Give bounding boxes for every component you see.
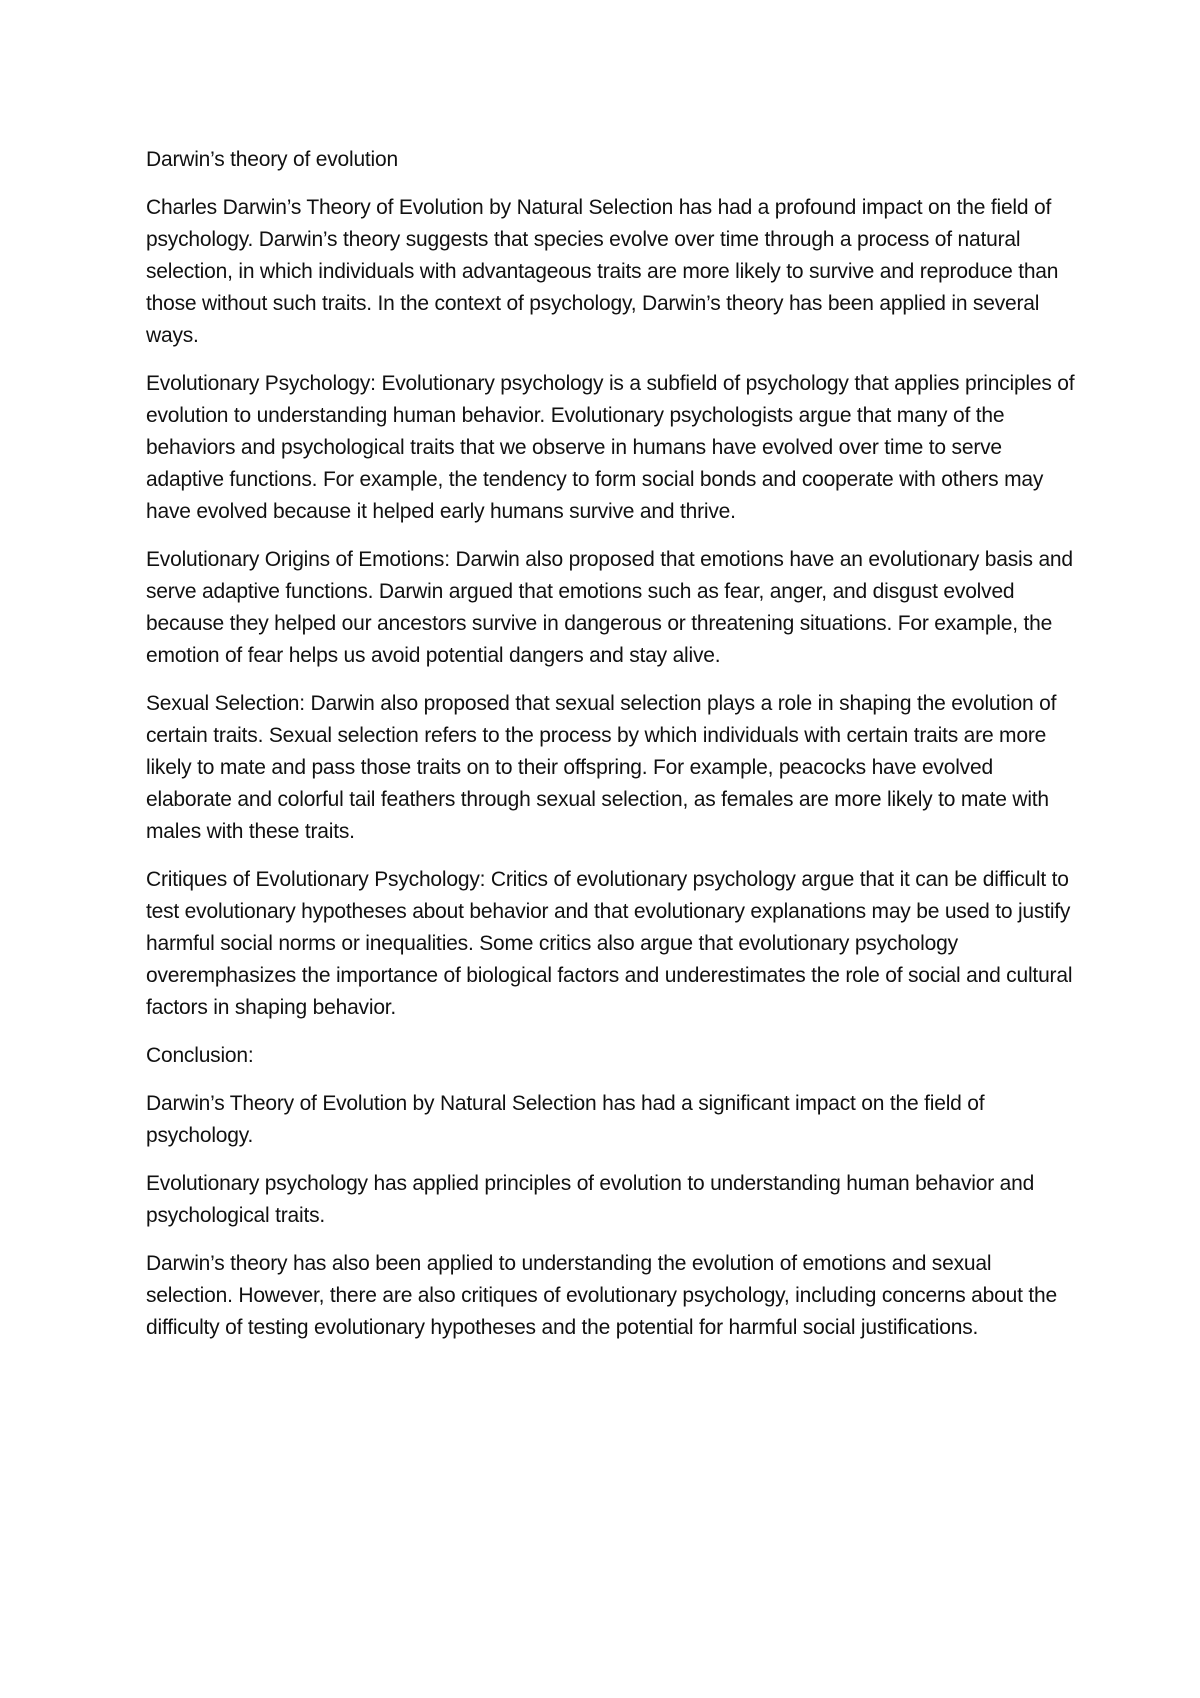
paragraph-conclusion-evolutionary-psychology: Evolutionary psychology has applied principles of evolution to understanding human behavior and psychological traits.	[146, 1172, 1035, 1227]
paragraph-sexual-selection: Sexual Selection: Darwin also proposed that sexual selection plays a role in shaping the evolution of certain traits. Sexual selection refers to the process by which individuals with certain traits are more likely to mate and pass those traits on to their offspring. For example, peacocks have evolved elaborate and colorful tail feathers through sexual selection, as females are more likely to mate with males with these traits.	[146, 692, 1057, 843]
document-title: Darwin’s theory of evolution	[146, 148, 398, 171]
paragraph-conclusion-impact: Darwin’s Theory of Evolution by Natural Selection has had a significant impact on the field of psychology.	[146, 1092, 985, 1147]
paragraph-origins-of-emotions: Evolutionary Origins of Emotions: Darwin also proposed that emotions have an evolutionary basis and serve adaptive functions. Darwin argued that emotions such as fear, anger, and disgust evolved because they helped our ancestors survive in dangerous or threatening situations. For example, the emotion of fear helps us avoid potential dangers and stay alive.	[146, 548, 1073, 667]
paragraph-introduction: Charles Darwin’s Theory of Evolution by Natural Selection has had a profound impact on the field of psychology. Darwin’s theory suggests that species evolve over time through a process of natural selection, in which individuals with advantageous traits are more likely to survive and reproduce than those without such traits. In the context of psychology, Darwin’s theory has been applied in several ways.	[146, 196, 1059, 347]
paragraph-evolutionary-psychology: Evolutionary Psychology: Evolutionary psychology is a subfield of psychology that applies principles of evolution to understanding human behavior. Evolutionary psychologists argue that many of the behaviors and psychological traits that we observe in humans have evolved over time to serve adaptive functions. For example, the tendency to form social bonds and cooperate with others may have evolved because it helped early humans survive and thrive.	[146, 372, 1075, 523]
document-body	[146, 144, 1076, 1360]
paragraph-conclusion-applications: Darwin’s theory has also been applied to understanding the evolution of emotions and sexual selection. However, there are also critiques of evolutionary psychology, including concerns about the difficulty of testing evolutionary hypotheses and the potential for harmful social justifications.	[146, 1252, 1057, 1339]
conclusion-heading: Conclusion:	[146, 1044, 254, 1067]
paragraph-critiques: Critiques of Evolutionary Psychology: Critics of evolutionary psychology argue that it can be difficult to test evolutionary hypotheses about behavior and that evolutionary explanations may be used to justify harmful social norms or inequalities. Some critics also argue that evolutionary psychology overemphasizes the importance of biological factors and underestimates the role of social and cultural factors in shaping behavior.	[146, 868, 1073, 1019]
